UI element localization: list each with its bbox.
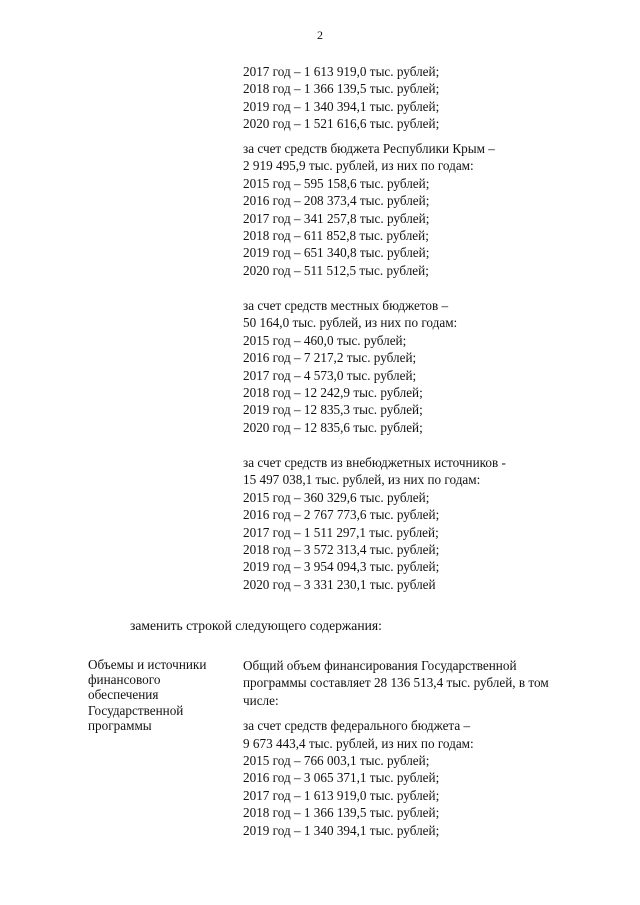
funding-line: 2017 год – 1 613 919,0 тыс. рублей; <box>243 787 440 803</box>
label-line: Государственной <box>88 702 184 718</box>
funding-line: 2017 год – 341 257,8 тыс. рублей; <box>243 210 430 226</box>
funding-line: 2015 год – 460,0 тыс. рублей; <box>243 332 407 348</box>
intro-line: числе: <box>243 692 279 708</box>
replacement-lead-text: заменить строкой следующего содержания: <box>130 618 382 633</box>
funding-line: 2019 год – 12 835,3 тыс. рублей; <box>243 402 423 418</box>
page-number: 2 <box>317 28 323 42</box>
funding-block-federal-continued <box>243 63 439 133</box>
funding-line: 2019 год – 3 954 094,3 тыс. рублей; <box>243 559 440 575</box>
label-line: Объемы и источники <box>88 657 207 672</box>
label-line: обеспечения <box>88 687 159 703</box>
funding-line: 2017 год – 1 613 919,0 тыс. рублей; <box>243 64 440 79</box>
funding-line: 2018 год – 3 572 313,4 тыс. рублей; <box>243 541 440 557</box>
funding-line: 2018 год – 611 852,8 тыс. рублей; <box>243 227 429 243</box>
intro-line: программы составляет 28 136 513,4 тыс. рублей, в том <box>243 675 549 691</box>
funding-line: 50 164,0 тыс. рублей, из них по годам: <box>243 315 458 331</box>
funding-line: 2016 год – 3 065 371,1 тыс. рублей; <box>243 770 440 786</box>
funding-line: 2020 год – 1 521 616,6 тыс. рублей; <box>243 116 440 132</box>
funding-line: 15 497 038,1 тыс. рублей, из них по годам: <box>243 472 481 488</box>
funding-line: 2017 год – 1 511 297,1 тыс. рублей; <box>243 524 439 540</box>
funding-line: 2019 год – 1 340 394,1 тыс. рублей; <box>243 98 440 114</box>
funding-line: 9 673 443,4 тыс. рублей, из них по годам: <box>243 735 474 751</box>
label-line: финансового <box>88 672 161 688</box>
funding-line: за счет средств местных бюджетов – <box>243 298 449 313</box>
funding-line: 2018 год – 1 366 139,5 тыс. рублей; <box>243 805 440 821</box>
funding-line: 2020 год – 511 512,5 тыс. рублей; <box>243 262 429 278</box>
funding-block-local <box>243 297 457 436</box>
label-line: программы <box>88 717 152 733</box>
funding-line: 2016 год – 7 217,2 тыс. рублей; <box>243 350 417 366</box>
row-content <box>243 657 583 839</box>
funding-line: 2020 год – 3 331 230,1 тыс. рублей <box>243 576 436 592</box>
funding-line: 2 919 495,9 тыс. рублей, из них по годам: <box>243 158 474 174</box>
funding-line: 2016 год – 2 767 773,6 тыс. рублей; <box>243 507 440 523</box>
funding-line: за счет средств бюджета Республики Крым – <box>243 141 495 156</box>
intro-line: Общий объем финансирования Государственной <box>243 658 517 673</box>
funding-line: за счет средств из внебюджетных источников - <box>243 455 506 470</box>
funding-line: 2019 год – 651 340,8 тыс. рублей; <box>243 245 430 261</box>
funding-line: 2017 год – 4 573,0 тыс. рублей; <box>243 367 417 383</box>
funding-line: 2018 год – 12 242,9 тыс. рублей; <box>243 384 423 400</box>
funding-block-crimea <box>243 140 495 279</box>
funding-line: 2015 год – 766 003,1 тыс. рублей; <box>243 752 430 768</box>
funding-line: за счет средств федерального бюджета – <box>243 718 471 734</box>
funding-line: 2015 год – 360 329,6 тыс. рублей; <box>243 489 430 505</box>
funding-line: 2019 год – 1 340 394,1 тыс. рублей; <box>243 822 440 838</box>
funding-line: 2020 год – 12 835,6 тыс. рублей; <box>243 419 423 435</box>
funding-line: 2018 год – 1 366 139,5 тыс. рублей; <box>243 81 440 97</box>
funding-block-extrabudgetary <box>243 454 506 593</box>
funding-line: 2016 год – 208 373,4 тыс. рублей; <box>243 193 430 209</box>
funding-line: 2015 год – 595 158,6 тыс. рублей; <box>243 175 430 191</box>
row-label <box>88 657 228 733</box>
